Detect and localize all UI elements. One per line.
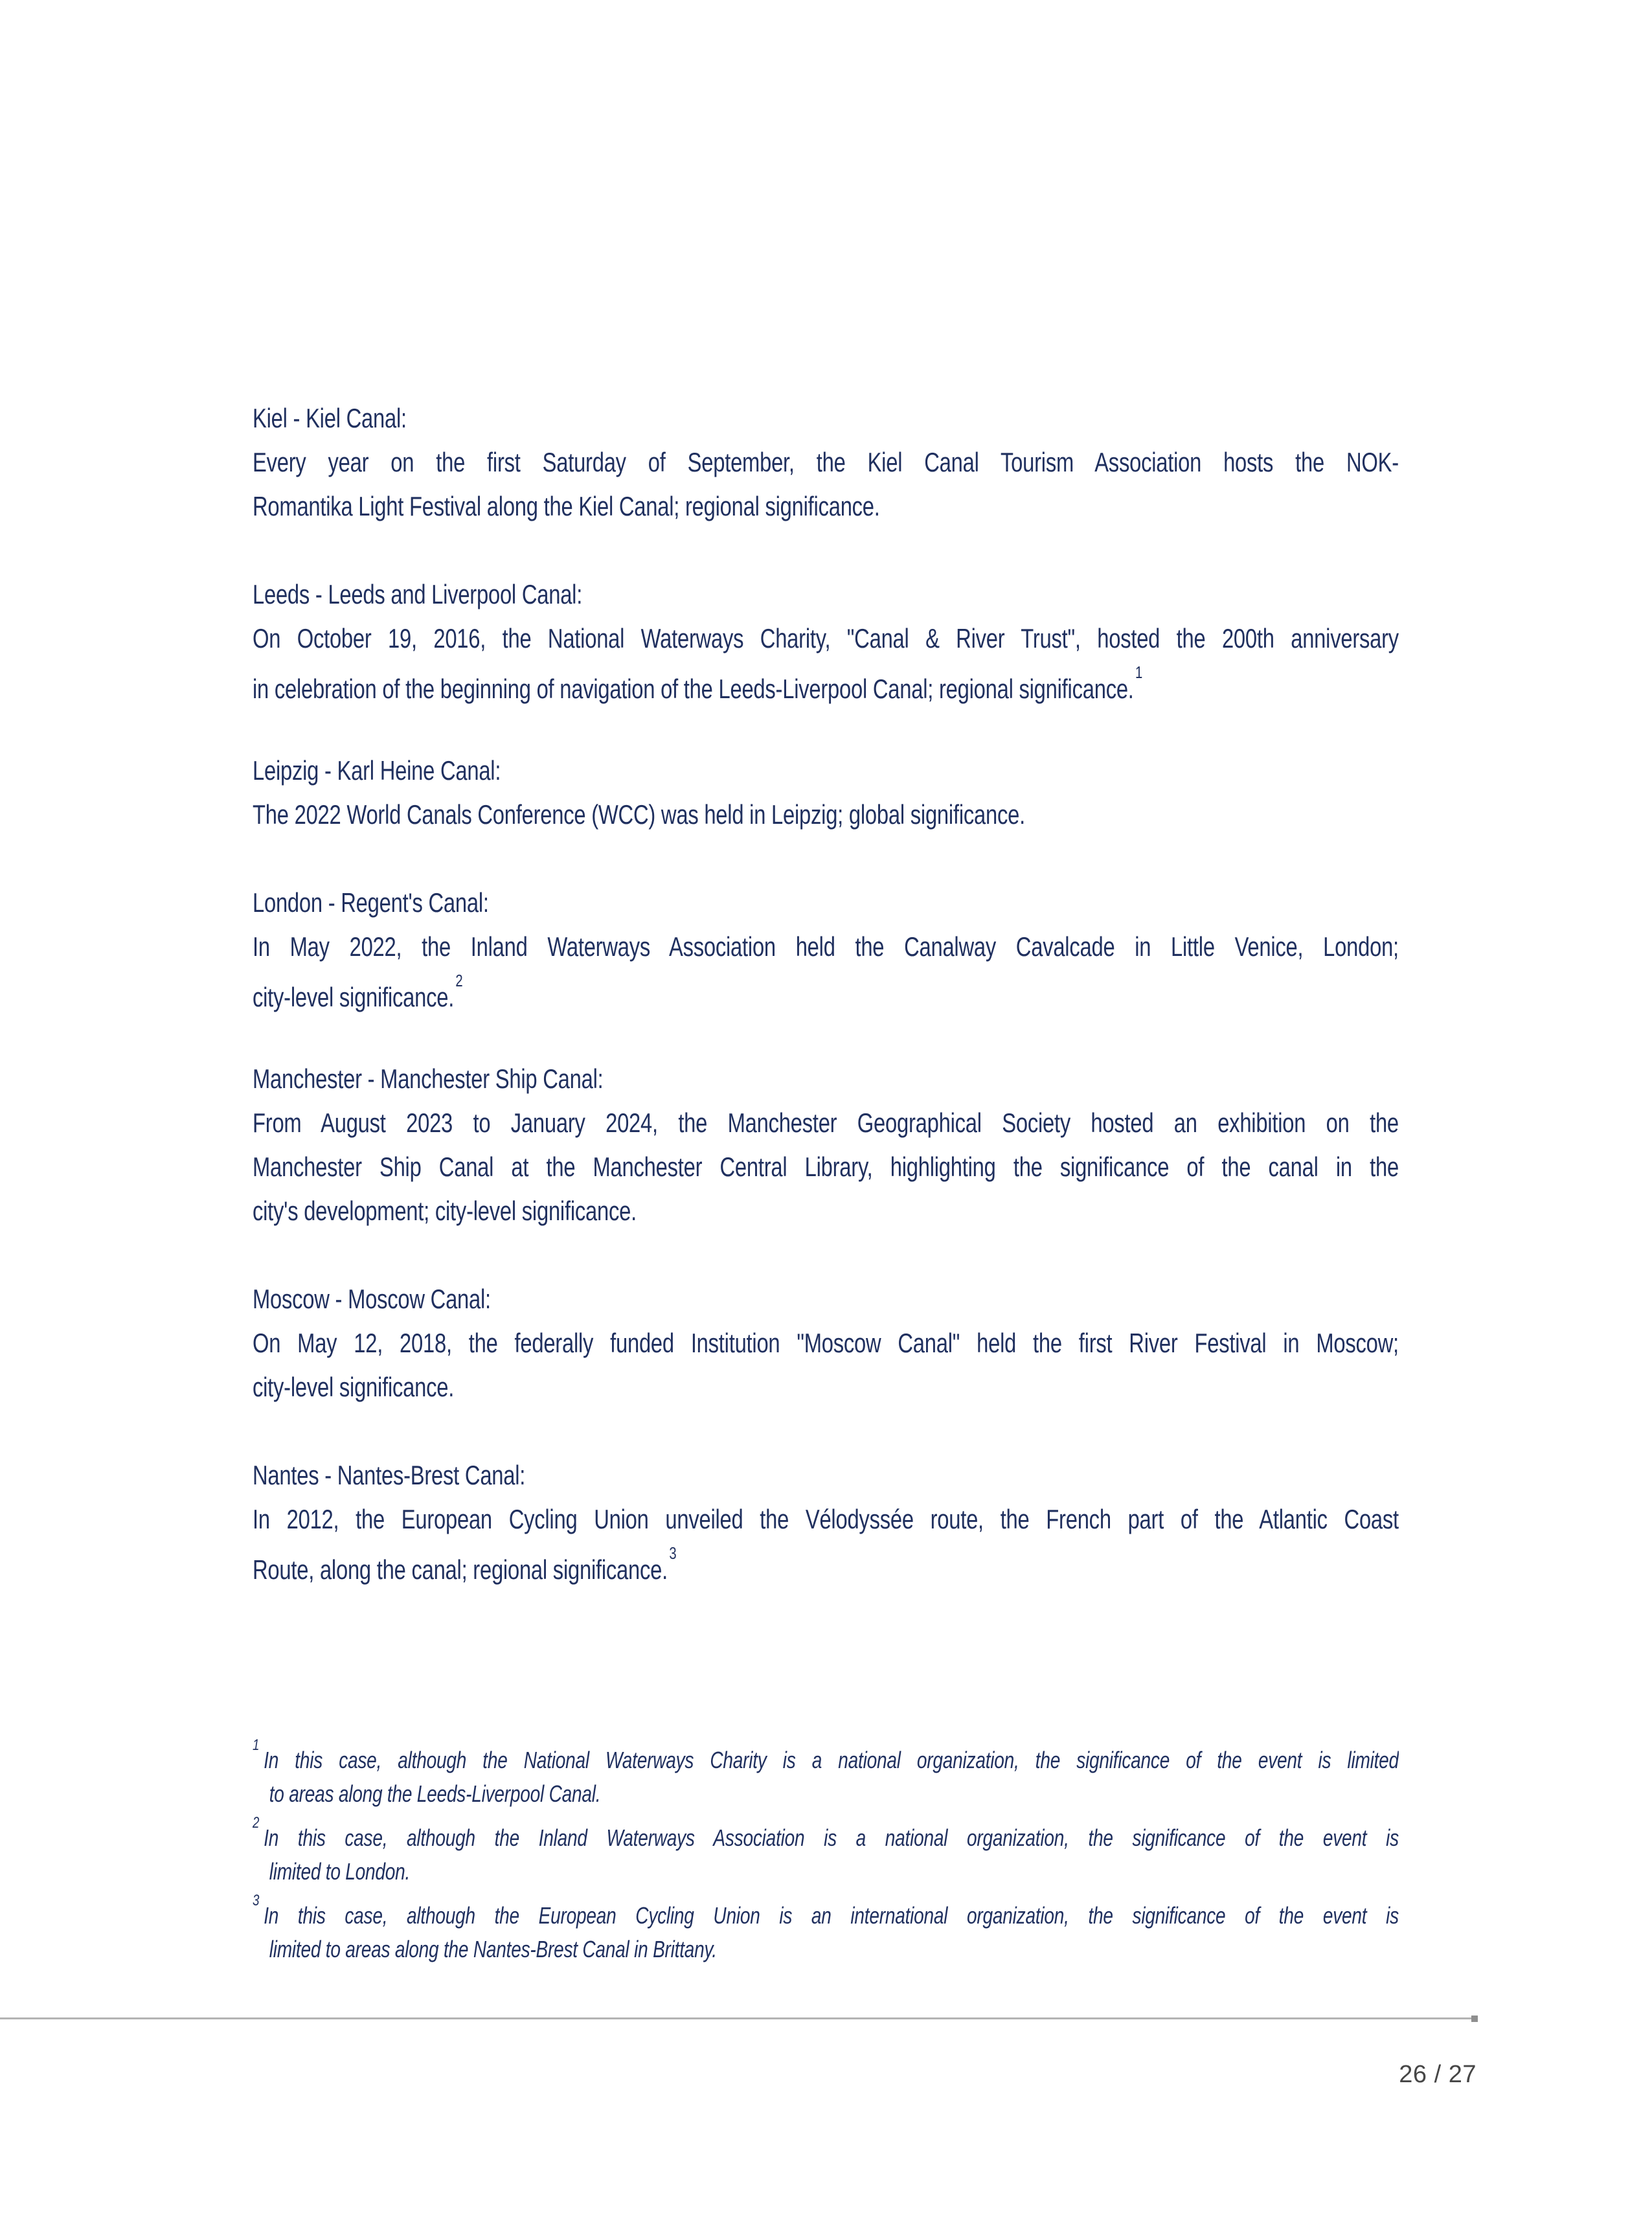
body-line: city's development; city-level significance. — [253, 1196, 637, 1226]
footnote-line: limited to areas along the Nantes-Brest Canal in Brittany. — [269, 1936, 717, 1962]
footnote-marker: 1 — [253, 1736, 260, 1754]
footer-divider — [0, 2017, 1475, 2019]
footnote — [253, 1813, 1399, 1891]
document-body — [253, 396, 1399, 1969]
section-moscow — [253, 1277, 1399, 1409]
body-line-text: Route, along the canal; regional significance. — [253, 1554, 668, 1585]
footnote-marker: 3 — [253, 1892, 260, 1909]
footnote-ref: 1 — [1135, 663, 1143, 682]
footnote — [253, 1736, 1399, 1813]
footnote-line — [253, 1891, 1399, 1930]
footer-divider-handle — [1471, 2016, 1478, 2022]
footnote-line: to areas along the Leeds-Liverpool Canal. — [269, 1780, 601, 1807]
body-line: Romantika Light Festival along the Kiel Canal; regional significance. — [253, 491, 880, 521]
body-line: city-level significance. — [253, 1372, 455, 1402]
body-line: In 2012, the European Cycling Union unveiled the Vélodyssée route, the French part of the Atlantic Coast — [253, 1504, 1399, 1534]
page-number: 26 / 27 — [1399, 2061, 1477, 2088]
section-heading: Leeds - Leeds and Liverpool Canal: — [253, 579, 583, 609]
footnote-ref: 3 — [669, 1543, 677, 1563]
section-manchester — [253, 1057, 1399, 1233]
footnote-text: In this case, although the Inland Waterways Association is a national organization, the significance of the event is — [264, 1824, 1399, 1851]
body-line — [253, 1541, 1399, 1585]
footnote-line — [253, 1813, 1399, 1852]
footnote-line: limited to London. — [269, 1858, 411, 1885]
footnote-text: In this case, although the National Waterways Charity is a national organization, the significance of the event is limited — [264, 1747, 1399, 1773]
section-heading: Nantes - Nantes-Brest Canal: — [253, 1460, 526, 1490]
body-line: Manchester Ship Canal at the Manchester Central Library, highlighting the significance of the canal in the — [253, 1152, 1399, 1182]
section-kiel — [253, 396, 1399, 528]
section-leeds — [253, 573, 1399, 705]
body-line: From August 2023 to January 2024, the Manchester Geographical Society hosted an exhibition on the — [253, 1107, 1399, 1138]
body-line — [253, 661, 1399, 705]
body-line: On May 12, 2018, the federally funded Institution "Moscow Canal" held the first River Festival in Moscow; — [253, 1328, 1399, 1358]
body-line: Every year on the first Saturday of September, the Kiel Canal Tourism Association hosts the NOK- — [253, 447, 1399, 477]
section-nantes — [253, 1453, 1399, 1585]
body-line-text: city-level significance. — [253, 982, 455, 1012]
footnote-ref: 2 — [455, 971, 463, 990]
section-leipzig — [253, 749, 1399, 837]
footnote — [253, 1891, 1399, 1969]
section-heading: Moscow - Moscow Canal: — [253, 1284, 491, 1314]
section-london — [253, 881, 1399, 1013]
footnote-line — [253, 1736, 1399, 1775]
footnote-text: In this case, although the European Cycling Union is an international organization, the significance of the event is — [264, 1902, 1399, 1929]
section-heading: Kiel - Kiel Canal: — [253, 403, 407, 433]
body-line-text: in celebration of the beginning of navigation of the Leeds-Liverpool Canal; regional significance. — [253, 674, 1134, 704]
body-line — [253, 969, 1399, 1013]
section-heading: Manchester - Manchester Ship Canal: — [253, 1063, 604, 1094]
section-heading: London - Regent's Canal: — [253, 887, 489, 918]
body-line: The 2022 World Canals Conference (WCC) was held in Leipzig; global significance. — [253, 799, 1025, 830]
body-line: On October 19, 2016, the National Waterways Charity, "Canal & River Trust", hosted the 200th anniversary — [253, 623, 1399, 653]
section-heading: Leipzig - Karl Heine Canal: — [253, 755, 501, 786]
footnotes — [253, 1736, 1399, 1969]
body-line: In May 2022, the Inland Waterways Association held the Canalway Cavalcade in Little Venice, London; — [253, 931, 1399, 962]
footnote-marker: 2 — [253, 1814, 260, 1832]
